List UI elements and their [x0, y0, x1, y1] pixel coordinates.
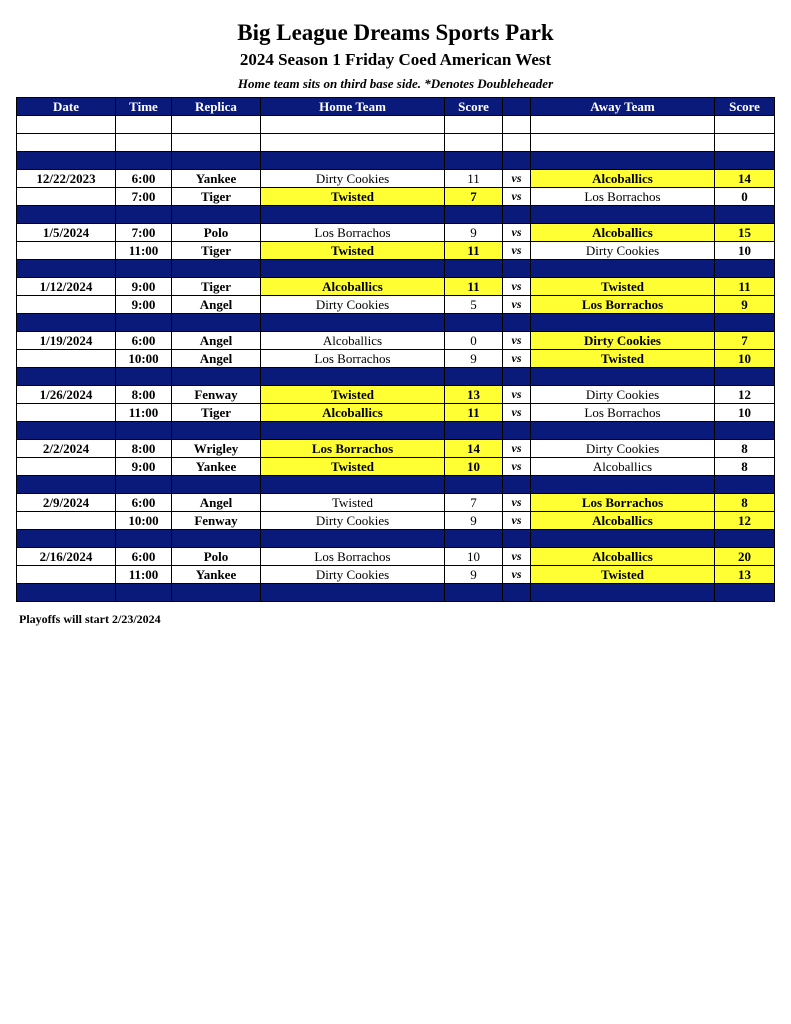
vs-label: vs: [503, 494, 531, 512]
schedule-body: [17, 116, 775, 602]
home-team: Twisted: [261, 458, 445, 476]
game-replica-field: Wrigley: [172, 440, 261, 458]
divider-cell: [715, 260, 775, 278]
home-team: Dirty Cookies: [261, 566, 445, 584]
game-replica-field: Tiger: [172, 404, 261, 422]
game-time: 8:00: [116, 440, 172, 458]
away-score: 10: [715, 350, 775, 368]
divider-cell: [116, 422, 172, 440]
game-replica-field: Angel: [172, 350, 261, 368]
home-score: 11: [445, 404, 503, 422]
table-row: [17, 296, 775, 314]
game-replica-field: Polo: [172, 224, 261, 242]
game-date: 2/9/2024: [17, 494, 116, 512]
home-score: 7: [445, 188, 503, 206]
away-team: Los Borrachos: [531, 404, 715, 422]
game-time: 6:00: [116, 332, 172, 350]
vs-label: vs: [503, 278, 531, 296]
divider-cell: [172, 476, 261, 494]
divider-cell: [17, 152, 116, 170]
table-row: [17, 512, 775, 530]
week-divider-row: [17, 260, 775, 278]
playoffs-note: Playoffs will start 2/23/2024: [19, 612, 161, 626]
home-team: Los Borrachos: [261, 224, 445, 242]
home-team: Twisted: [261, 242, 445, 260]
game-replica-field: Tiger: [172, 242, 261, 260]
away-score: 0: [715, 188, 775, 206]
away-team: Alcoballics: [531, 548, 715, 566]
game-date-empty: [17, 458, 116, 476]
divider-cell: [715, 314, 775, 332]
game-time: 7:00: [116, 188, 172, 206]
table-row: [17, 566, 775, 584]
game-date: 2/2/2024: [17, 440, 116, 458]
divider-cell: [17, 476, 116, 494]
home-team: Los Borrachos: [261, 548, 445, 566]
divider-cell: [715, 584, 775, 602]
table-row: [17, 278, 775, 296]
home-team: Los Borrachos: [261, 350, 445, 368]
game-time: 9:00: [116, 278, 172, 296]
divider-cell: [531, 314, 715, 332]
divider-cell: [261, 206, 445, 224]
away-score: 8: [715, 440, 775, 458]
week-divider-row: [17, 314, 775, 332]
divider-cell: [172, 314, 261, 332]
home-score: 11: [445, 242, 503, 260]
divider-cell: [445, 314, 503, 332]
away-team: Dirty Cookies: [531, 242, 715, 260]
game-date-empty: [17, 350, 116, 368]
divider-cell: [445, 422, 503, 440]
divider-cell: [261, 260, 445, 278]
divider-cell: [445, 584, 503, 602]
divider-cell: [531, 422, 715, 440]
blank-row: [17, 116, 775, 134]
divider-cell: [531, 476, 715, 494]
game-time: 11:00: [116, 404, 172, 422]
vs-label: vs: [503, 224, 531, 242]
home-score: 13: [445, 386, 503, 404]
game-replica-field: Polo: [172, 548, 261, 566]
home-score: 9: [445, 512, 503, 530]
home-team: Alcoballics: [261, 332, 445, 350]
divider-cell: [445, 206, 503, 224]
table-header-row: [17, 98, 775, 116]
divider-cell: [116, 260, 172, 278]
col-header-away-score: Score: [715, 98, 775, 116]
game-replica-field: Yankee: [172, 458, 261, 476]
week-divider-row: [17, 368, 775, 386]
game-time: 6:00: [116, 494, 172, 512]
divider-cell: [531, 260, 715, 278]
home-score: 9: [445, 350, 503, 368]
game-time: 10:00: [116, 350, 172, 368]
game-date: 1/12/2024: [17, 278, 116, 296]
divider-cell: [531, 152, 715, 170]
vs-label: vs: [503, 296, 531, 314]
week-divider-row: [17, 530, 775, 548]
divider-cell: [715, 422, 775, 440]
game-time: 11:00: [116, 566, 172, 584]
game-replica-field: Angel: [172, 296, 261, 314]
divider-cell: [503, 314, 531, 332]
home-team: Twisted: [261, 494, 445, 512]
away-score: 15: [715, 224, 775, 242]
divider-cell: [116, 530, 172, 548]
home-score: 11: [445, 170, 503, 188]
game-time: 9:00: [116, 296, 172, 314]
game-date-empty: [17, 404, 116, 422]
away-team: Los Borrachos: [531, 188, 715, 206]
game-date-empty: [17, 512, 116, 530]
game-replica-field: Angel: [172, 494, 261, 512]
divider-cell: [17, 206, 116, 224]
divider-cell: [531, 368, 715, 386]
game-time: 10:00: [116, 512, 172, 530]
game-time: 8:00: [116, 386, 172, 404]
table-row: [17, 242, 775, 260]
home-team: Twisted: [261, 188, 445, 206]
col-header-vs: [503, 98, 531, 116]
divider-cell: [445, 476, 503, 494]
divider-cell: [715, 152, 775, 170]
divider-cell: [715, 476, 775, 494]
divider-cell: [261, 368, 445, 386]
game-date: 1/26/2024: [17, 386, 116, 404]
home-team: Dirty Cookies: [261, 296, 445, 314]
table-row: [17, 548, 775, 566]
home-team: Dirty Cookies: [261, 512, 445, 530]
blank-row: [17, 134, 775, 152]
divider-cell: [503, 422, 531, 440]
table-row: [17, 170, 775, 188]
game-time: 7:00: [116, 224, 172, 242]
game-replica-field: Fenway: [172, 386, 261, 404]
col-header-date: Date: [17, 98, 116, 116]
divider-cell: [503, 206, 531, 224]
col-header-time: Time: [116, 98, 172, 116]
game-time: 6:00: [116, 548, 172, 566]
game-date-empty: [17, 566, 116, 584]
game-time: 9:00: [116, 458, 172, 476]
table-row: [17, 188, 775, 206]
col-header-away-team: Away Team: [531, 98, 715, 116]
table-row: [17, 386, 775, 404]
divider-cell: [172, 422, 261, 440]
table-row: [17, 404, 775, 422]
game-date: 1/5/2024: [17, 224, 116, 242]
vs-label: vs: [503, 188, 531, 206]
away-score: 11: [715, 278, 775, 296]
away-team: Los Borrachos: [531, 296, 715, 314]
page-title: Big League Dreams Sports Park: [237, 20, 554, 45]
table-row: [17, 458, 775, 476]
home-score: 7: [445, 494, 503, 512]
vs-label: vs: [503, 350, 531, 368]
header-note: Home team sits on third base side. *Denotes Doubleheader: [237, 76, 554, 91]
divider-cell: [172, 584, 261, 602]
away-score: 13: [715, 566, 775, 584]
away-score: 14: [715, 170, 775, 188]
home-score: 9: [445, 224, 503, 242]
away-score: 7: [715, 332, 775, 350]
divider-cell: [503, 368, 531, 386]
away-score: 20: [715, 548, 775, 566]
away-team: Alcoballics: [531, 170, 715, 188]
home-team: Twisted: [261, 386, 445, 404]
divider-cell: [503, 476, 531, 494]
away-score: 10: [715, 242, 775, 260]
home-score: 11: [445, 278, 503, 296]
away-team: Twisted: [531, 278, 715, 296]
divider-cell: [531, 530, 715, 548]
game-date-empty: [17, 188, 116, 206]
away-score: 8: [715, 458, 775, 476]
vs-label: vs: [503, 242, 531, 260]
home-team: Alcoballics: [261, 278, 445, 296]
game-date-empty: [17, 242, 116, 260]
game-date: 12/22/2023: [17, 170, 116, 188]
divider-cell: [261, 422, 445, 440]
week-divider-row: [17, 152, 775, 170]
game-replica-field: Tiger: [172, 278, 261, 296]
divider-cell: [503, 260, 531, 278]
table-row: [17, 440, 775, 458]
divider-cell: [172, 530, 261, 548]
divider-cell: [17, 584, 116, 602]
divider-cell: [17, 368, 116, 386]
away-team: Dirty Cookies: [531, 332, 715, 350]
col-header-replica: Replica: [172, 98, 261, 116]
away-score: 8: [715, 494, 775, 512]
divider-cell: [261, 152, 445, 170]
game-replica-field: Fenway: [172, 512, 261, 530]
game-time: 11:00: [116, 242, 172, 260]
col-header-home-score: Score: [445, 98, 503, 116]
game-time: 6:00: [116, 170, 172, 188]
schedule-table: [16, 97, 775, 602]
divider-cell: [531, 206, 715, 224]
away-score: 12: [715, 512, 775, 530]
game-date-empty: [17, 296, 116, 314]
away-team: Twisted: [531, 566, 715, 584]
vs-label: vs: [503, 548, 531, 566]
divider-cell: [261, 314, 445, 332]
home-score: 0: [445, 332, 503, 350]
game-replica-field: Angel: [172, 332, 261, 350]
away-team: Twisted: [531, 350, 715, 368]
page-subtitle: 2024 Season 1 Friday Coed American West: [239, 50, 552, 69]
table-row: [17, 332, 775, 350]
home-team: Dirty Cookies: [261, 170, 445, 188]
home-team: Alcoballics: [261, 404, 445, 422]
divider-cell: [445, 530, 503, 548]
away-score: 10: [715, 404, 775, 422]
away-team: Alcoballics: [531, 224, 715, 242]
home-score: 9: [445, 566, 503, 584]
table-row: [17, 350, 775, 368]
divider-cell: [261, 476, 445, 494]
game-replica-field: Yankee: [172, 170, 261, 188]
week-divider-row: [17, 206, 775, 224]
divider-cell: [116, 152, 172, 170]
divider-cell: [172, 260, 261, 278]
divider-cell: [445, 260, 503, 278]
away-score: 12: [715, 386, 775, 404]
week-divider-row: [17, 422, 775, 440]
table-row: [17, 224, 775, 242]
game-replica-field: Yankee: [172, 566, 261, 584]
divider-cell: [116, 584, 172, 602]
home-team: Los Borrachos: [261, 440, 445, 458]
game-replica-field: Tiger: [172, 188, 261, 206]
week-divider-row: [17, 476, 775, 494]
home-score: 14: [445, 440, 503, 458]
divider-cell: [531, 584, 715, 602]
home-score: 10: [445, 458, 503, 476]
vs-label: vs: [503, 386, 531, 404]
divider-cell: [116, 476, 172, 494]
divider-cell: [17, 530, 116, 548]
divider-cell: [503, 152, 531, 170]
divider-cell: [116, 314, 172, 332]
col-header-home-team: Home Team: [261, 98, 445, 116]
divider-cell: [116, 206, 172, 224]
divider-cell: [261, 530, 445, 548]
divider-cell: [715, 530, 775, 548]
home-score: 10: [445, 548, 503, 566]
vs-label: vs: [503, 404, 531, 422]
game-date: 1/19/2024: [17, 332, 116, 350]
divider-cell: [715, 206, 775, 224]
divider-cell: [17, 422, 116, 440]
away-team: Dirty Cookies: [531, 440, 715, 458]
away-team: Alcoballics: [531, 458, 715, 476]
divider-cell: [445, 368, 503, 386]
divider-cell: [172, 152, 261, 170]
divider-cell: [445, 152, 503, 170]
vs-label: vs: [503, 458, 531, 476]
table-row: [17, 494, 775, 512]
game-date: 2/16/2024: [17, 548, 116, 566]
vs-label: vs: [503, 440, 531, 458]
divider-cell: [503, 530, 531, 548]
divider-cell: [261, 584, 445, 602]
away-team: Alcoballics: [531, 512, 715, 530]
vs-label: vs: [503, 512, 531, 530]
home-score: 5: [445, 296, 503, 314]
vs-label: vs: [503, 170, 531, 188]
vs-label: vs: [503, 566, 531, 584]
divider-cell: [503, 584, 531, 602]
divider-cell: [116, 368, 172, 386]
divider-cell: [172, 206, 261, 224]
vs-label: vs: [503, 332, 531, 350]
divider-cell: [172, 368, 261, 386]
away-team: Los Borrachos: [531, 494, 715, 512]
divider-cell: [17, 314, 116, 332]
divider-cell: [17, 260, 116, 278]
week-divider-row: [17, 584, 775, 602]
away-score: 9: [715, 296, 775, 314]
divider-cell: [715, 368, 775, 386]
away-team: Dirty Cookies: [531, 386, 715, 404]
